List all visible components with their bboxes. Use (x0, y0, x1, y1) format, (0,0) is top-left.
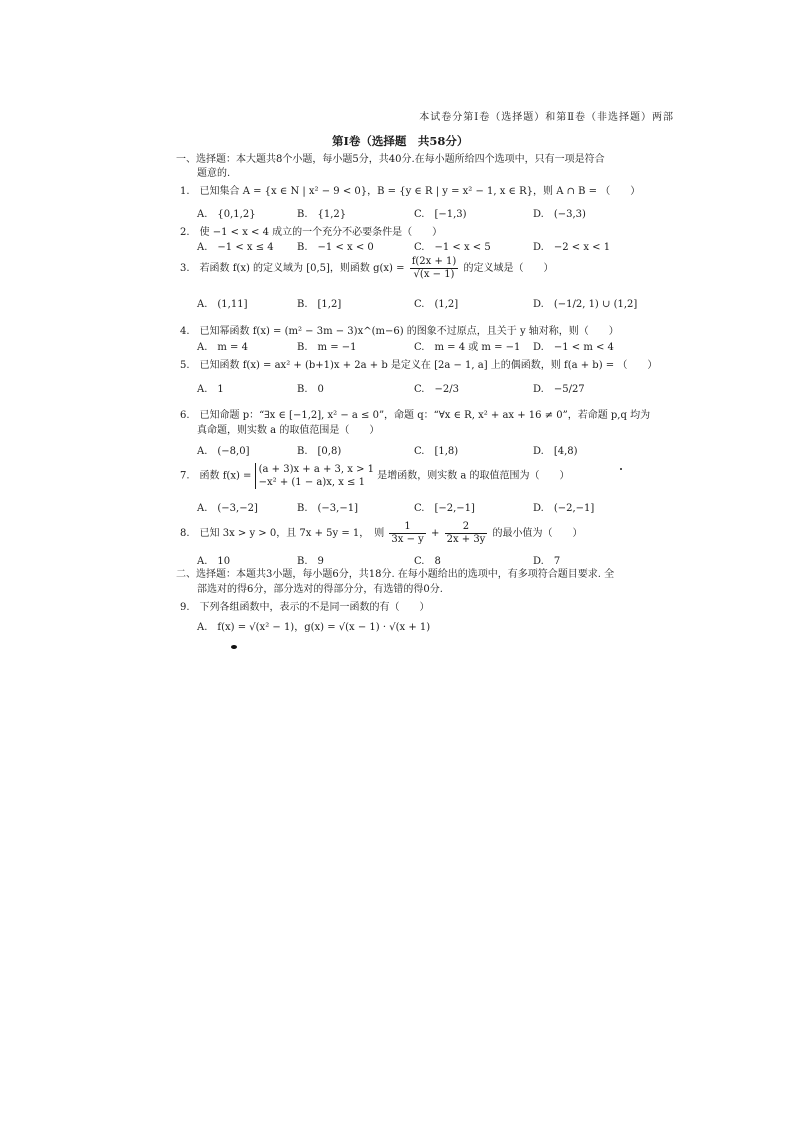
question-4-option-c: C. m = 4 或 m = −1 (414, 342, 521, 353)
question-5-option-c: C. −2/3 (414, 384, 459, 395)
question-8-stem (180, 521, 583, 546)
question-3-fraction-numerator: f(2x + 1) (411, 256, 457, 267)
question-7-option-d: D. (−2,−1] (533, 503, 595, 514)
question-6-option-a: A. (−8,0] (197, 446, 250, 457)
question-8-option-a: A. 10 (197, 556, 231, 567)
question-8-fraction-2-numerator: 2 (445, 521, 488, 534)
question-1-option-b: B. {1,2} (297, 209, 347, 220)
question-8-option-c: C. 8 (414, 556, 441, 567)
question-7-piece-2: −x² + (1 − a)x, x ≤ 1 (258, 477, 365, 488)
question-3-option-b: B. [1,2] (297, 299, 342, 310)
question-6-option-d: D. [4,8) (533, 446, 578, 457)
question-3-stem-start: 3. 若函数 f(x) 的定义域为 [0,5]，则函数 g(x) = (180, 263, 405, 274)
question-6-option-b: B. [0,8) (297, 446, 342, 457)
question-6-stem-line1: 6. 已知命题 p：“∃x ∈ [−1,2], x² − a ≤ 0”，命题 q：“∀x ∈ R, x² + ax + 16 ≠ 0”，若命题 p,q 均为 (180, 410, 651, 421)
question-8-fraction-1-denominator: 3x − y (391, 534, 424, 545)
question-7-piecewise (255, 463, 374, 489)
header-note: 本试卷分第Ⅰ卷（选择题）和第Ⅱ卷（非选择题）两部 (419, 112, 674, 123)
part1-heading-line1: 一、选择题：本大题共8个小题，每小题5分，共40分.在每小题所给四个选项中，只有一项是符合 (176, 154, 605, 165)
question-4-stem: 4. 已知幂函数 f(x) = (m² − 3m − 3)x^(m−6) 的图象不过原点，且关于 y 轴对称，则（ ） (180, 326, 619, 337)
question-3-stem-end: 的定义域是（ ） (463, 263, 554, 274)
question-6-option-c: C. [1,8) (414, 446, 459, 457)
question-7-option-c: C. [−2,−1] (414, 503, 475, 514)
question-3-fraction-denominator: √(x − 1) (413, 269, 455, 280)
part2-heading-line2: 部选对的得6分，部分选对的得部分分，有选错的得0分. (197, 584, 443, 595)
question-2-option-a: A. −1 < x ≤ 4 (197, 242, 274, 253)
question-3-fraction (410, 256, 459, 281)
question-2-stem: 2. 使 −1 < x < 4 成立的一个充分不必要条件是（ ） (180, 227, 443, 238)
question-4-option-b: B. m = −1 (297, 342, 357, 353)
question-2-option-c: C. −1 < x < 5 (414, 242, 491, 253)
question-6-stem-line2: 真命题，则实数 a 的取值范围是（ ） (197, 425, 380, 436)
question-2-option-d: D. −2 < x < 1 (533, 242, 611, 253)
question-4-option-a: A. m = 4 (197, 342, 248, 353)
question-9-option-a: A. f(x) = √(x² − 1)，g(x) = √(x − 1) · √(x + 1) (197, 622, 431, 633)
question-7-stem-start: 7. 函数 f(x) = (180, 470, 252, 482)
question-9-stem: 9. 下列各组函数中，表示的不是同一函数的有（ ） (180, 602, 430, 613)
question-7-option-a: A. (−3,−2] (197, 503, 258, 514)
question-8-option-b: B. 9 (297, 556, 324, 567)
scan-speck (620, 468, 622, 470)
question-3-option-a: A. (1,11] (197, 299, 248, 310)
question-3-option-d: D. (−1/2, 1) ∪ (1,2] (533, 299, 638, 310)
question-5-option-b: B. 0 (297, 384, 324, 395)
question-8-stem-start: 8. 已知 3x > y > 0，且 7x + 5y = 1， 则 (180, 528, 385, 539)
question-8-stem-end: 的最小值为（ ） (492, 528, 583, 539)
question-3-option-c: C. (1,2] (414, 299, 459, 310)
question-1-stem: 1. 已知集合 A = {x ∈ N | x² − 9 < 0}，B = {y ∈ R | y = x² − 1, x ∈ R}，则 A ∩ B = （ ） (180, 186, 641, 197)
question-1-option-c: C. [−1,3) (414, 209, 467, 220)
question-1-option-a: A. {0,1,2} (197, 209, 256, 220)
section-title: 第Ⅰ卷（选择题 共58分） (332, 134, 469, 148)
question-3-stem (180, 256, 554, 281)
ink-blot (231, 645, 237, 649)
question-7-option-b: B. (−3,−1] (297, 503, 358, 514)
question-4-option-d: D. −1 < m < 4 (533, 342, 614, 353)
part2-heading-line1: 二、选择题：本题共3小题，每小题6分，共18分. 在每小题给出的选项中，有多项符合题目要求. 全 (176, 569, 615, 580)
question-7-stem-end: 是增函数，则实数 a 的取值范围为（ ） (377, 470, 570, 482)
question-8-fraction-2 (445, 521, 488, 546)
question-8-option-d: D. 7 (533, 556, 561, 567)
question-5-option-a: A. 1 (197, 384, 224, 395)
question-8-fraction-2-denominator: 2x + 3y (446, 534, 486, 545)
question-5-option-d: D. −5/27 (533, 384, 585, 395)
question-2-option-b: B. −1 < x < 0 (297, 242, 374, 253)
question-8-plus: + (431, 528, 440, 539)
question-1-option-d: D. (−3,3) (533, 209, 586, 220)
question-8-fraction-1-numerator: 1 (389, 521, 425, 534)
question-7-stem (180, 463, 570, 489)
part1-heading-line2: 题意的. (197, 168, 231, 179)
question-5-stem: 5. 已知函数 f(x) = ax² + (b+1)x + 2a + b 是定义在 [2a − 1, a] 上的偶函数，则 f(a + b) = （ ） (180, 360, 658, 371)
question-7-piece-1: (a + 3)x + a + 3, x > 1 (258, 464, 375, 475)
question-8-fraction-1 (389, 521, 425, 546)
